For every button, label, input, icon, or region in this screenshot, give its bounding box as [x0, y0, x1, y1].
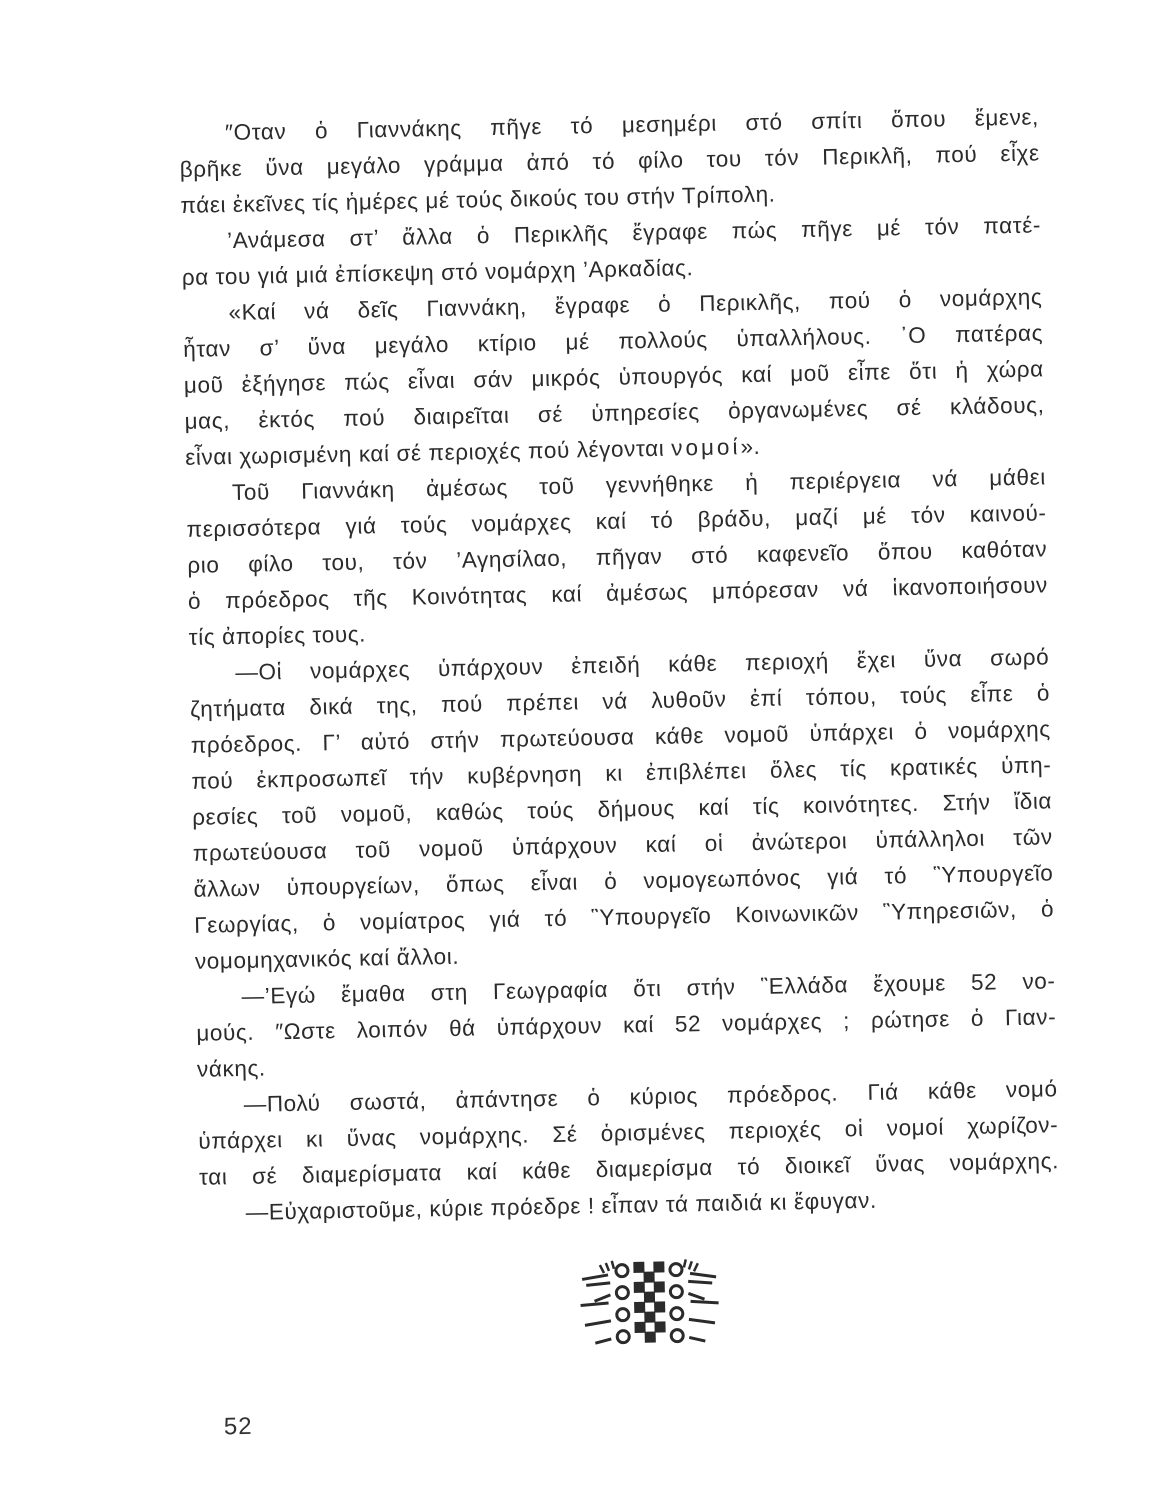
- closing-quote: ».: [740, 433, 761, 460]
- text-line: περισσότερα γιά τούς νομάρχες καί τό βράδυ, μαζί μέ τόν καινού-: [186, 500, 1047, 542]
- text-line-start: εἶναι χωρισμένη καί σέ περιοχές πού λέγονται: [185, 435, 665, 470]
- text-line: μοῦ ἐξήγησε πώς εἶναι σάν μικρός ὑπουργός καί μοῦ εἶπε ὅτι ἡ χώρα: [183, 356, 1044, 398]
- text-line: «Καί νά δεῖς Γιαννάκη, ἔγραφε ὁ Περικλῆς, πού ὁ νομάρχης: [228, 284, 1043, 326]
- text-line: πάει ἐκεῖνες τίς ἡμέρες μέ τούς δικούς του στήν Τρίπολη.: [180, 181, 776, 218]
- text-line: ρεσίες τοῦ νομοῦ, καθώς τούς δήμους καί τίς κοινότητες. Στήν ἴδια: [191, 788, 1053, 830]
- body-text: [179, 99, 1060, 1231]
- text-line: νάκης.: [196, 1055, 266, 1082]
- text-line: ται σέ διαμερίσματα καί κάθε διαμερίσμα τό διοικεῖ ὕνας νομάρχης.: [198, 1148, 1060, 1190]
- text-line: ″Οταν ὁ Γιαννάκης πῆγε τό μεσημέρι στό σπίτι ὅπου ἔμενε,: [224, 104, 1040, 146]
- text-line: ριο φίλο του, τόν ’Αγησίλαο, πῆγαν στό καφενεῖο ὅπου καθόταν: [187, 536, 1048, 578]
- text-line: ’Ανάμεσα στ’ ἄλλα ὁ Περικλῆς ἔγραφε πώς πῆγε μέ τόν πατέ-: [226, 212, 1042, 254]
- text-line: Γεωργίας, ὁ νομίατρος γιά τό ῝Υπουργεῖο Κοινωνικῶν ῝Υπηρεσιῶν, ὁ: [194, 896, 1055, 938]
- text-line: ὁ πρόεδρος τῆς Κοινότητας καί ἀμέσως μπόρεσαν νά ἱκανοποιήσουν: [187, 572, 1049, 614]
- text-line: ρα του γιά μιά ἐπίσκεψη στό νομάρχη ’Αρκαδίας.: [181, 255, 694, 290]
- text-line: ὑπάρχει κι ὕνας νομάρχης. Σέ ὁρισμένες περιοχές οἱ νομοί χωρίζον-: [198, 1112, 1059, 1154]
- text-line: νομομηχανικός καί ἄλλοι.: [194, 943, 460, 974]
- page-number: 52: [223, 1412, 253, 1441]
- decorative-ornament-icon: [574, 1253, 726, 1356]
- text-line: —Οἱ νομάρχες ὑπάρχουν ἐπειδή κάθε περιοχή ἔχει ὕνα σωρό: [235, 644, 1050, 685]
- text-line: Τοῦ Γιαννάκη ἀμέσως τοῦ γεννήθηκε ἡ περιέργεια νά μάθει: [231, 464, 1047, 506]
- text-line: βρῆκε ὕνα μεγάλο γράμμα ἀπό τό φίλο του τόν Περικλῆ, πού εἶχε: [179, 140, 1040, 182]
- text-line: τίς ἀπορίες τους.: [188, 621, 367, 650]
- text-line: πού ἐκπροσωπεῖ τήν κυβέρνηση κι ἐπιβλέπει ὅλες τίς κρατικές ὑπη-: [191, 752, 1052, 794]
- text-line: ἦταν σ’ ὕνα μεγάλο κτίριο μέ πολλούς ὑπαλλήλους. ᾿Ο πατέρας: [182, 320, 1044, 362]
- text-line: μούς. ″Ωστε λοιπόν θά ὑπάρχουν καί 52 νομάρχες ; ρώτησε ὁ Γιαν-: [196, 1004, 1057, 1046]
- text-line: —Πολύ σωστά, ἀπάντησε ὁ κύριος πρόεδρος. Γιά κάθε νομό: [243, 1076, 1058, 1117]
- text-line: πρωτεύουσα τοῦ νομοῦ ὑπάρχουν καί οἱ ἀνώτεροι ὑπάλληλοι τῶν: [192, 824, 1053, 866]
- text-line: ζητήματα δικά της, πού πρέπει νά λυθοῦν ἐπί τόπου, τούς εἶπε ὁ: [189, 680, 1051, 722]
- text-line: —Εὐχαριστοῦμε, κύριε πρόεδρε ! εἶπαν τά παιδιά κι ἔφυγαν.: [245, 1187, 878, 1225]
- text-line: ἄλλων ὑπουργείων, ὅπως εἶναι ὁ νομογεωπόνος γιά τό ῝Υπουργεῖο: [193, 860, 1054, 902]
- text-line: —’Εγώ ἔμαθα στη Γεωγραφία ὅτι στήν ῝Ελλάδα ἔχουμε 52 νο-: [241, 968, 1056, 1009]
- spaced-term: νομοί: [670, 434, 741, 461]
- text-line: μας, ἐκτός πού διαιρεῖται σέ ὑπηρεσίες ὀργανωμένες σέ κλάδους,: [184, 392, 1045, 434]
- text-line: πρόεδρος. Γ’ αὐτό στήν πρωτεύουσα κάθε νομοῦ ὑπάρχει ὁ νομάρχης: [190, 716, 1051, 758]
